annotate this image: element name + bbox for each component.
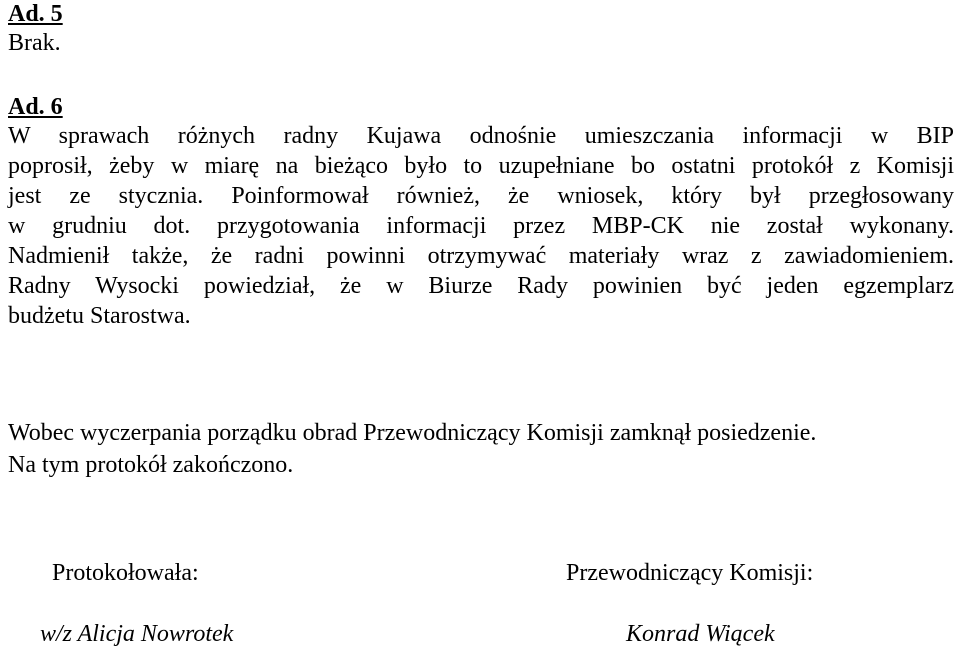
ad6-line: poprosił, żeby w miarę na bieżąco było to uzupełniane bo ostatni protokół z Komisji [8, 153, 954, 179]
recorder-label: Protokołowała: [52, 560, 199, 586]
ad6-heading: Ad. 6 [8, 94, 63, 120]
closing-line: Na tym protokół zakończono. [8, 452, 294, 478]
ad6-line: Radny Wysocki powiedział, że w Biurze Rady powinien być jeden egzemplarz [8, 273, 954, 299]
ad6-line: W sprawach różnych radny Kujawa odnośnie umieszczania informacji w BIP [8, 123, 954, 149]
ad5-heading: Ad. 5 [8, 1, 63, 27]
ad6-line: budżetu Starostwa. [8, 303, 191, 329]
ad6-line: Nadmienił także, że radni powinni otrzymywać materiały wraz z zawiadomieniem. [8, 243, 954, 269]
ad5-text: Brak. [8, 30, 61, 56]
ad6-line: jest ze stycznia. Poinformował również, że wniosek, który był przegłosowany [8, 183, 954, 209]
ad6-line: w grudniu dot. przygotowania informacji przez MBP-CK nie został wykonany. [8, 213, 954, 239]
recorder-signature: w/z Alicja Nowrotek [40, 621, 234, 647]
closing-line: Wobec wyczerpania porządku obrad Przewodniczący Komisji zamknął posiedzenie. [8, 420, 817, 446]
chairman-signature: Konrad Wiącek [626, 621, 775, 647]
chairman-label: Przewodniczący Komisji: [566, 560, 814, 586]
